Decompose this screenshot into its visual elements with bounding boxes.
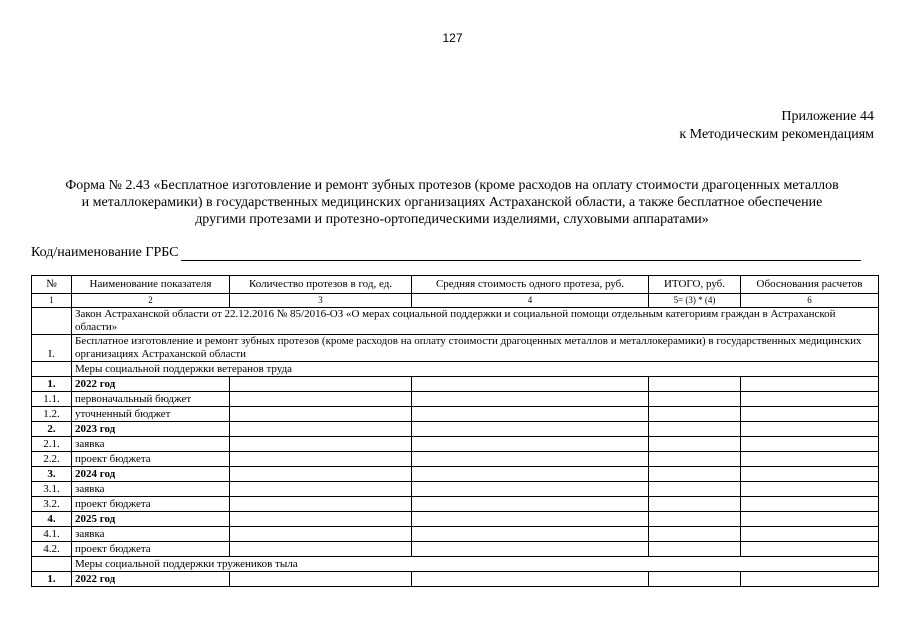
name-cell: заявка xyxy=(72,527,230,542)
law-text: Закон Астраханской области от 22.12.2016 № 85/2016-ОЗ «О мерах социальной поддержки и социальной помощи отдельным категориям граждан в Астраханской области» xyxy=(72,308,879,335)
total-cell[interactable] xyxy=(649,407,741,422)
quantity-cell[interactable] xyxy=(230,482,412,497)
num-cell: 1. xyxy=(32,377,72,392)
header-justification: Обоснования расчетов xyxy=(741,276,879,294)
num-cell: 2.2. xyxy=(32,452,72,467)
group-row-home-front xyxy=(32,557,879,572)
header-quantity: Количество протезов в год, ед. xyxy=(230,276,412,294)
total-cell[interactable] xyxy=(649,497,741,512)
num-cell: 2.1. xyxy=(32,437,72,452)
avg-cost-cell[interactable] xyxy=(412,422,649,437)
quantity-cell[interactable] xyxy=(230,512,412,527)
avg-cost-cell[interactable] xyxy=(412,452,649,467)
justification-cell[interactable] xyxy=(741,542,879,557)
table-row xyxy=(32,452,879,467)
table-row xyxy=(32,422,879,437)
total-cell[interactable] xyxy=(649,467,741,482)
section-num: I. xyxy=(32,335,72,362)
total-cell[interactable] xyxy=(649,377,741,392)
total-cell[interactable] xyxy=(649,527,741,542)
num-cell: 4.1. xyxy=(32,527,72,542)
index-cell: 4 xyxy=(412,294,649,308)
section-text: Бесплатное изготовление и ремонт зубных протезов (кроме расходов на оплату стоимости драгоценных металлов и металлокерамики) в государственных медицинских организациях Астраханской области xyxy=(72,335,879,362)
table-row xyxy=(32,527,879,542)
table-row xyxy=(32,497,879,512)
total-cell[interactable] xyxy=(649,422,741,437)
num-cell: 1.2. xyxy=(32,407,72,422)
form-title-line-3: другими протезами и протезно-ортопедическими изделиями, слуховыми аппаратами» xyxy=(195,212,709,227)
table-row xyxy=(32,392,879,407)
justification-cell[interactable] xyxy=(741,572,879,587)
justification-cell[interactable] xyxy=(741,512,879,527)
group-row-veterans xyxy=(32,362,879,377)
num-cell: 4.2. xyxy=(32,542,72,557)
total-cell[interactable] xyxy=(649,512,741,527)
num-cell: 3. xyxy=(32,467,72,482)
quantity-cell[interactable] xyxy=(230,437,412,452)
justification-cell[interactable] xyxy=(741,482,879,497)
num-cell: 3.1. xyxy=(32,482,72,497)
justification-cell[interactable] xyxy=(741,452,879,467)
group-label: Меры социальной поддержки ветеранов труда xyxy=(72,362,879,377)
quantity-cell[interactable] xyxy=(230,572,412,587)
total-cell[interactable] xyxy=(649,437,741,452)
header-num: № xyxy=(32,276,72,294)
header-avg-cost: Средняя стоимость одного протеза, руб. xyxy=(412,276,649,294)
total-cell[interactable] xyxy=(649,572,741,587)
law-row xyxy=(32,308,879,335)
name-cell: заявка xyxy=(72,482,230,497)
name-cell: заявка xyxy=(72,437,230,452)
avg-cost-cell[interactable] xyxy=(412,527,649,542)
justification-cell[interactable] xyxy=(741,467,879,482)
avg-cost-cell[interactable] xyxy=(412,497,649,512)
name-cell: 2024 год xyxy=(72,467,230,482)
avg-cost-cell[interactable] xyxy=(412,482,649,497)
group-num-cell xyxy=(32,557,72,572)
total-cell[interactable] xyxy=(649,482,741,497)
table-row xyxy=(32,542,879,557)
num-cell: 3.2. xyxy=(32,497,72,512)
group-label: Меры социальной поддержки тружеников тыла xyxy=(72,557,879,572)
avg-cost-cell[interactable] xyxy=(412,467,649,482)
header-total: ИТОГО, руб. xyxy=(649,276,741,294)
num-cell: 4. xyxy=(32,512,72,527)
total-cell[interactable] xyxy=(649,392,741,407)
index-cell: 3 xyxy=(230,294,412,308)
index-cell: 1 xyxy=(32,294,72,308)
grbs-label: Код/наименование ГРБС xyxy=(31,245,179,260)
quantity-cell[interactable] xyxy=(230,497,412,512)
justification-cell[interactable] xyxy=(741,377,879,392)
num-cell: 2. xyxy=(32,422,72,437)
justification-cell[interactable] xyxy=(741,407,879,422)
avg-cost-cell[interactable] xyxy=(412,572,649,587)
avg-cost-cell[interactable] xyxy=(412,512,649,527)
table-row xyxy=(32,377,879,392)
avg-cost-cell[interactable] xyxy=(412,437,649,452)
grbs-field xyxy=(31,245,861,261)
justification-cell[interactable] xyxy=(741,437,879,452)
header-name: Наименование показателя xyxy=(72,276,230,294)
name-cell: проект бюджета xyxy=(72,542,230,557)
justification-cell[interactable] xyxy=(741,422,879,437)
index-cell: 2 xyxy=(72,294,230,308)
num-cell: 1.1. xyxy=(32,392,72,407)
name-cell: первоначальный бюджет xyxy=(72,392,230,407)
grbs-input-line[interactable] xyxy=(181,246,861,261)
index-cell: 6 xyxy=(741,294,879,308)
section-row xyxy=(32,335,879,362)
quantity-cell[interactable] xyxy=(230,542,412,557)
avg-cost-cell[interactable] xyxy=(412,407,649,422)
law-num-cell xyxy=(32,308,72,335)
name-cell: 2025 год xyxy=(72,512,230,527)
quantity-cell[interactable] xyxy=(230,407,412,422)
avg-cost-cell[interactable] xyxy=(412,542,649,557)
justification-cell[interactable] xyxy=(741,527,879,542)
name-cell: 2022 год xyxy=(72,377,230,392)
table-row xyxy=(32,482,879,497)
quantity-cell[interactable] xyxy=(230,452,412,467)
num-cell: 1. xyxy=(32,572,72,587)
name-cell: 2022 год xyxy=(72,572,230,587)
name-cell: проект бюджета xyxy=(72,452,230,467)
group-num-cell xyxy=(32,362,72,377)
column-index-row xyxy=(32,294,879,308)
budget-table xyxy=(31,275,879,587)
form-title-line-1: Форма № 2.43 «Бесплатное изготовление и ремонт зубных протезов (кроме расходов на оплату стоимости драгоценных металлов xyxy=(65,178,839,193)
justification-cell[interactable] xyxy=(741,497,879,512)
table-row xyxy=(32,407,879,422)
index-cell: 5= (3) * (4) xyxy=(649,294,741,308)
table-row xyxy=(32,572,879,587)
quantity-cell[interactable] xyxy=(230,527,412,542)
quantity-cell[interactable] xyxy=(230,392,412,407)
justification-cell[interactable] xyxy=(741,392,879,407)
appendix-line-1: Приложение 44 xyxy=(781,109,874,124)
table-row xyxy=(32,467,879,482)
name-cell: уточненный бюджет xyxy=(72,407,230,422)
table-header-row xyxy=(32,276,879,294)
total-cell[interactable] xyxy=(649,542,741,557)
table-row xyxy=(32,437,879,452)
name-cell: проект бюджета xyxy=(72,497,230,512)
appendix-line-2: к Методическим рекомендациям xyxy=(679,127,874,142)
appendix-note xyxy=(679,108,874,144)
total-cell[interactable] xyxy=(649,452,741,467)
form-title-line-2: и металлокерамики) в государственных медицинских организациях Астраханской области, а также бесплатное обеспечение xyxy=(81,195,823,210)
name-cell: 2023 год xyxy=(72,422,230,437)
quantity-cell[interactable] xyxy=(230,377,412,392)
quantity-cell[interactable] xyxy=(230,467,412,482)
table-row xyxy=(32,512,879,527)
avg-cost-cell[interactable] xyxy=(412,377,649,392)
page-number: 127 xyxy=(442,31,463,45)
avg-cost-cell[interactable] xyxy=(412,392,649,407)
quantity-cell[interactable] xyxy=(230,422,412,437)
form-title xyxy=(30,177,874,228)
